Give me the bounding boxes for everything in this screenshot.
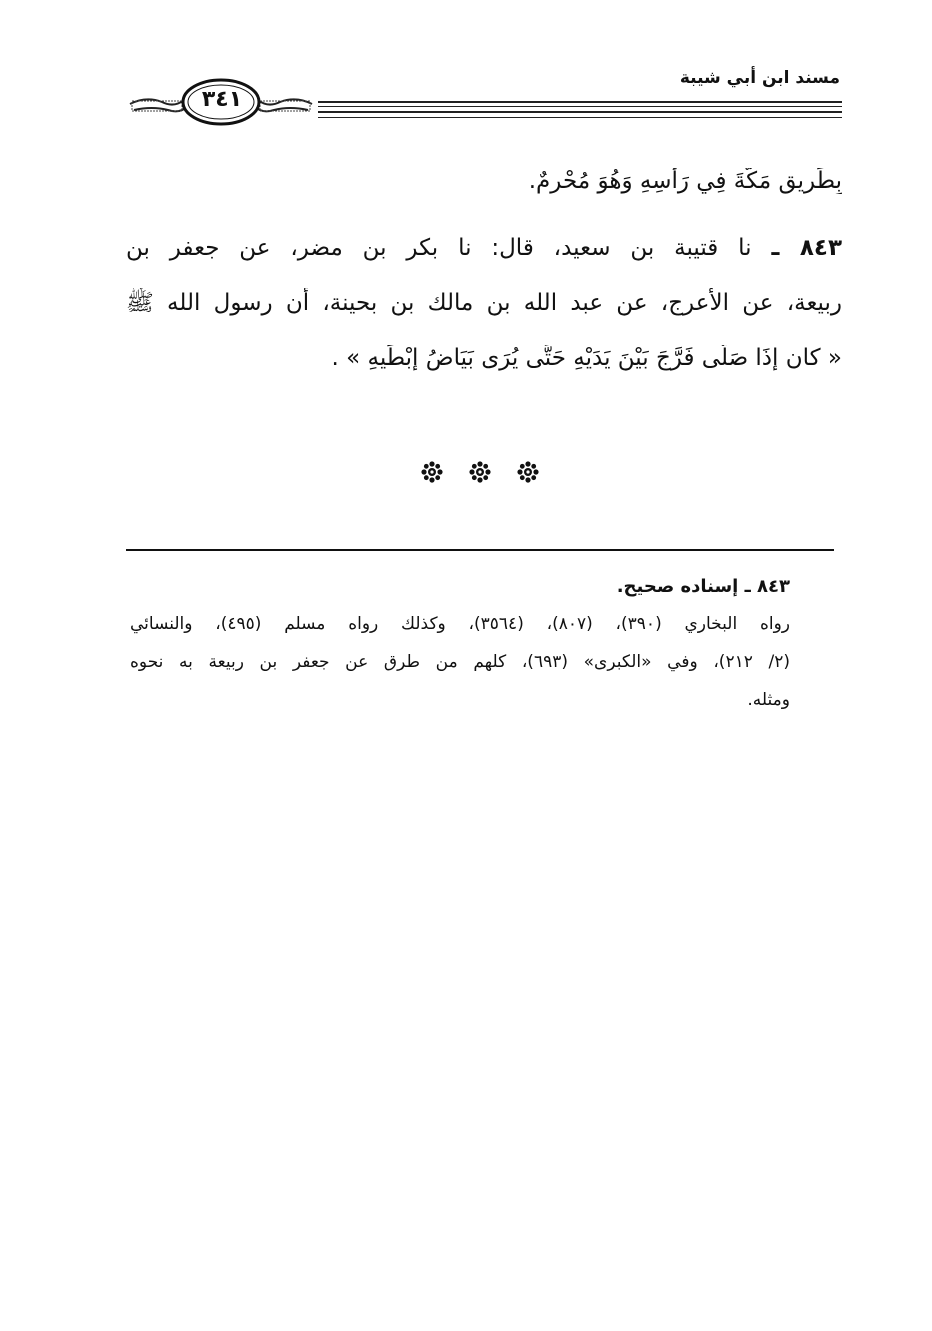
hadith-matn-line: « كان إِذَا صَلَّى فَرَّجَ بَيْنَ يَدَيْهِ حَتَّى يُرَى بَيَاضُ إِبْطَيهِ » .	[331, 345, 842, 371]
flower-star-icon	[516, 460, 540, 484]
header-rule	[318, 117, 842, 118]
page-number: ٣٤١	[201, 87, 243, 112]
flower-star-icon	[468, 460, 492, 484]
footnote-line: رواه البخاري (٣٩٠)، (٨٠٧)، (٣٥٦٤)، وكذلك رواه مسلم (٤٩٥)، والنسائي	[130, 614, 790, 634]
footnote-line: ومثله.	[747, 690, 790, 710]
header-rule	[318, 106, 842, 107]
footnote-heading: ٨٤٣ ـ إسناده صحيح.	[616, 576, 790, 597]
body-text-line: بِطَرِيقِ مَكَّةَ فِي رَأْسِهِ وَهُوَ مُحْرِمٌ.	[528, 168, 842, 194]
running-header-title: مسند ابن أبي شيبة	[679, 68, 840, 88]
flower-star-icon	[420, 460, 444, 484]
footnote-separator-rule	[126, 549, 834, 551]
body-text-line: ربيعة، عن الأعرج، عن عبد الله بن مالك بن بحينة، أن رسول الله ﷺ	[126, 290, 842, 316]
hadith-number: ٨٤٣ ـ	[771, 235, 842, 261]
header-rule	[318, 101, 842, 103]
footnote-line: (٢/ ٢١٢)، وفي «الكبرى» (٦٩٣)، كلهم من طرق عن جعفر بن ربيعة به نحوه	[130, 652, 790, 672]
section-separator	[420, 460, 540, 484]
header-rule	[318, 111, 842, 113]
body-text-line: نا قتيبة بن سعيد، قال: نا بكر بن مضر، عن جعفر بن	[126, 235, 752, 261]
hadith-isnad-line	[126, 235, 842, 261]
